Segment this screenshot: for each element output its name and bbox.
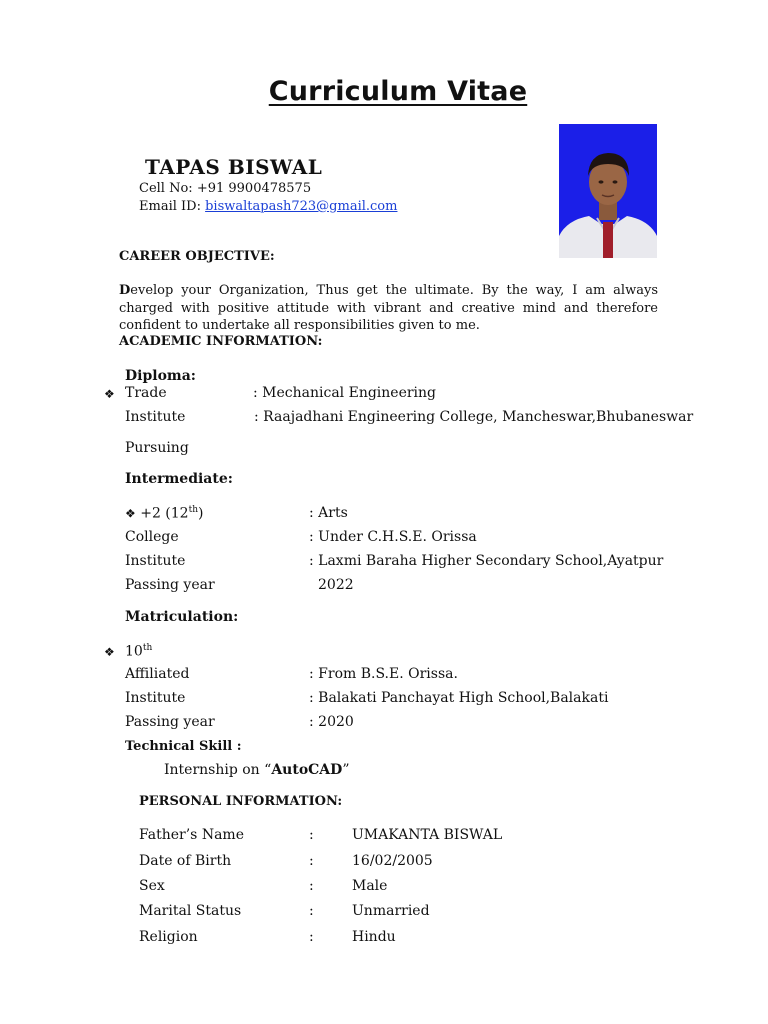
diploma-heading: Diploma: — [125, 368, 196, 384]
personal-row-separator: : — [309, 929, 314, 945]
college-value: : Under C.H.S.E. Orissa — [309, 529, 477, 545]
personal-row-value: Hindu — [352, 929, 396, 945]
career-objective-heading: CAREER OBJECTIVE: — [119, 249, 275, 264]
skill-suffix: ” — [342, 762, 350, 778]
intermediate-institute-value: : Laxmi Baraha Higher Secondary School,Ayatpur — [309, 553, 664, 569]
cell-label: Cell No: — [139, 181, 197, 196]
personal-row-label: Marital Status — [139, 903, 242, 919]
skill-prefix: Internship on “ — [164, 762, 272, 778]
matriculation-level-label: 10 — [125, 643, 143, 660]
intermediate-level-close: ) — [198, 505, 204, 522]
matriculation-level — [125, 643, 152, 660]
intermediate-heading: Intermediate: — [125, 471, 233, 487]
profile-photo — [559, 124, 657, 258]
personal-row-value: Male — [352, 878, 388, 894]
email-label: Email ID: — [139, 199, 206, 214]
candidate-name: TAPAS BISWAL — [145, 155, 323, 179]
matriculation-heading: Matriculation: — [125, 609, 239, 625]
cell-value: +91 9900478575 — [196, 181, 312, 196]
document-title: Curriculum Vitae — [268, 76, 528, 107]
trade-value: : Mechanical Engineering — [253, 385, 437, 401]
affiliated-value: : From B.S.E. Orissa. — [309, 666, 458, 682]
intermediate-passing-label: Passing year — [125, 577, 215, 593]
technical-skill-heading: Technical Skill : — [125, 739, 242, 754]
intermediate-level — [125, 505, 203, 522]
personal-row-value: 16/02/2005 — [352, 853, 433, 869]
trade-label: Trade — [125, 385, 167, 401]
objective-body: evelop your Organization, Thus get the ultimate. By the way, I am always charged with positive attitude with vibrant and creative mind and therefore confident to undertake all responsibilities given to me. — [119, 283, 658, 333]
personal-row-label: Date of Birth — [139, 853, 232, 869]
personal-row-label: Religion — [139, 929, 198, 945]
matriculation-passing-label: Passing year — [125, 714, 215, 730]
intermediate-level-sup: th — [188, 505, 199, 515]
skill-name: AutoCAD — [271, 762, 343, 778]
matriculation-institute-value: : Balakati Panchayat High School,Balakati — [309, 690, 609, 706]
career-objective-text — [119, 282, 658, 335]
technical-skill-line — [164, 762, 349, 778]
personal-info-heading: PERSONAL INFORMATION: — [139, 794, 343, 809]
personal-row-separator: : — [309, 827, 314, 843]
diamond-bullet-icon: ❖ — [125, 506, 136, 521]
objective-first-letter: D — [119, 283, 131, 298]
email-link[interactable]: biswaltapash723@gmail.com — [205, 199, 398, 214]
personal-row-value: Unmarried — [352, 903, 430, 919]
matriculation-institute-label: Institute — [125, 690, 186, 706]
email-line — [139, 199, 397, 214]
diploma-institute-label: Institute — [125, 409, 186, 425]
intermediate-passing-value: 2022 — [318, 577, 354, 593]
person-photo-icon — [559, 124, 657, 258]
personal-row-label: Father’s Name — [139, 827, 244, 843]
matriculation-passing-value: : 2020 — [309, 714, 354, 730]
diploma-status: Pursuing — [125, 440, 189, 456]
intermediate-level-label: +2 (12 — [140, 505, 189, 522]
personal-row-separator: : — [309, 903, 314, 919]
personal-row-value: UMAKANTA BISWAL — [352, 827, 503, 843]
intermediate-level-value: : Arts — [309, 505, 348, 521]
diamond-bullet-icon: ❖ — [104, 387, 115, 401]
cell-line — [139, 181, 311, 196]
diamond-bullet-icon: ❖ — [104, 645, 115, 659]
personal-row-separator: : — [309, 853, 314, 869]
personal-row-separator: : — [309, 878, 314, 894]
affiliated-label: Affiliated — [125, 666, 190, 682]
matriculation-level-sup: th — [142, 643, 153, 653]
academic-heading: ACADEMIC INFORMATION: — [119, 334, 323, 349]
college-label: College — [125, 529, 179, 545]
intermediate-institute-label: Institute — [125, 553, 186, 569]
diploma-institute-value: : Raajadhani Engineering College, Mancheswar,Bhubaneswar — [254, 409, 694, 425]
personal-row-label: Sex — [139, 878, 165, 894]
